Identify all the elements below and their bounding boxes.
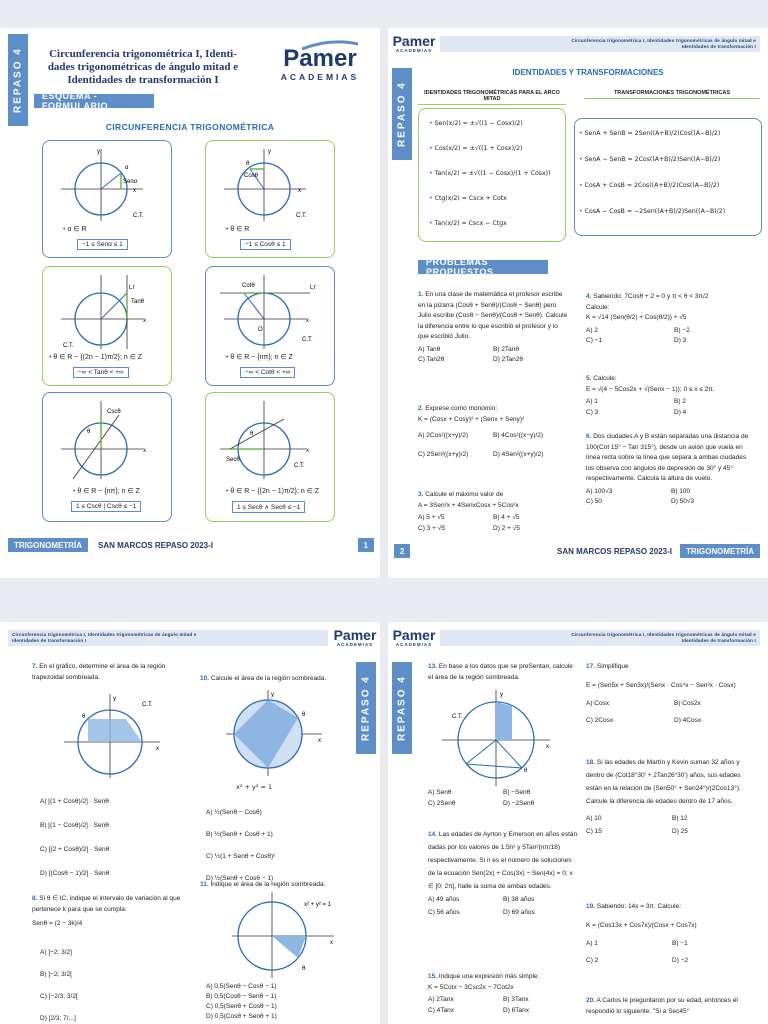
svg-text:x: x [298,188,301,194]
option[interactable]: D) 4Sen²((x+y)/2) [493,450,544,458]
section-heading: CIRCUNFERENCIA TRIGONOMÉTRICA [105,122,275,132]
option[interactable]: D) 3 [674,337,687,344]
svg-text:x: x [546,744,549,750]
formula-text: Sen(x/2) = ±√((1 − Cosx)/2) [434,120,523,127]
page-2 [388,28,768,578]
option[interactable]: B) 4 + √5 [493,514,520,521]
q-number: 14. [428,831,438,838]
q-text: Dos ciudades A y B están separadas una distancia de 100(Cot 15° − Tan 315°), desde un avión que vuela en línea recta sobre la línea que separa a ambas ciudades los observa con ángulos de depresión de 30° y 45° respectivamente. Calcula la altura de vuelo. [586,433,749,482]
brand-logo [270,42,370,82]
question-15 [428,972,578,1016]
q-number: 3. [418,491,424,498]
q-expr: K = √14 (Sen(θ/2) + Cos(θ/2)) + √5 [586,314,687,321]
range-box: −∞ < Cotθ < +∞ [240,367,295,378]
halfangle-box [418,108,566,242]
question-17 [586,662,762,726]
q-number: 18. [586,759,596,766]
condition: • θ ∈ R − {nπ}; n ∈ Z [73,488,140,495]
svg-text:y: y [500,692,503,698]
side-tab: REPASO 4 [8,34,28,126]
q-number: 8. [32,895,38,902]
option[interactable]: B) ½(Senθ + Cosθ + 1) [206,831,273,838]
option[interactable]: B) [(1 − Cosθ)/2] · Senθ [40,822,109,829]
svg-text:θ: θ [246,161,250,167]
range-box: −1 ≤ Cosθ ≤ 1 [240,239,291,250]
q-number: 1. [418,291,424,298]
header-line: Identidades de transformación I [681,638,756,643]
question-10 [200,674,350,685]
option[interactable]: D) 25 [672,828,688,835]
q-number: 15. [428,973,438,980]
svg-text:C.T.: C.T. [142,702,153,708]
option[interactable]: D) 4 [674,408,687,416]
fig-label: Secθ [226,457,240,463]
brand-sub: ACADEMIAS [280,72,360,82]
side-tab: REPASO 4 [392,68,412,160]
q10-figure [222,688,332,778]
option[interactable]: D) ½(Senθ + Cosθ − 1) [206,875,274,882]
q-expr: K = 5Cotx − 3Csc2x − 7Cot2x [428,983,514,991]
q-options [428,995,578,1016]
option[interactable]: B) 3Tanx [503,996,529,1003]
option[interactable]: A) 2 [586,326,598,334]
option[interactable]: C) 2Senθ [428,799,456,807]
question-4 [586,292,762,347]
svg-text:x: x [143,448,146,454]
svg-text:y: y [271,692,274,698]
q-number: 20. [586,997,596,1004]
question-5 [586,374,762,418]
unit-circle-figure [206,269,334,351]
formula-item: • SenA − SenB = 2Cos((A+B)/2)Sen((A−B)/2) [579,156,721,163]
q11-options [206,982,356,1022]
q-text: Sabiendo: 14x = 3π. Calcule: [596,903,682,910]
q-number: 5. [586,375,592,382]
formula-item: • Tan(x/2) = ±√((1 − Cosx)/(1 + Cosx)) [429,170,551,177]
svg-text:θ: θ [302,966,306,972]
page-number: 1 [358,538,374,552]
page-4 [388,622,768,1024]
option[interactable]: C) 2Cosx [586,716,614,724]
range-box: 1 ≤ Secθ ∧ Secθ ≤ −1 [232,501,305,513]
formula-box-cot [205,266,335,386]
question-8 [32,894,192,930]
footer-course: SAN MARCOS REPASO 2023-I [557,546,672,556]
svg-text:θ: θ [250,431,254,437]
brand-logo [392,628,436,647]
option[interactable]: A) Tanθ [418,345,441,353]
svg-text:C.T.: C.T. [294,463,305,469]
transform-box [574,118,762,236]
page-footer [394,544,760,558]
cond-text: α ∈ R [67,226,87,233]
q-text: Indique una expresión más simple: [438,973,540,980]
q-text: Calcule el máximo valor de [425,491,504,498]
option[interactable]: A) [(1 + Cosθ)/2] · Senθ [40,798,109,805]
cond-text: θ ∈ R − {nπ}; n ∈ Z [77,488,140,495]
option[interactable]: D) 4Cosx [674,716,702,724]
q-expr: Senθ = (2 − 3k)/4 [32,920,83,927]
q-options [418,431,568,460]
q-options [586,326,762,347]
option[interactable]: D) −2 [672,956,689,964]
brand-name: Pamer [283,45,357,72]
option[interactable]: B) 2 [674,398,686,405]
condition: • θ ∈ R − {nπ}; n ∈ Z [226,354,293,361]
svg-text:α: α [125,165,129,171]
option[interactable]: C) 3 + √5 [418,524,445,532]
brand-name: Pamer [333,627,377,643]
formula-text: SenA − SenB = 2Cos((A+B)/2)Sen((A−B)/2) [584,156,721,163]
header-line: Circunferencia trigonométrica I, Identidades trigonométricas de ángulo mitad e [571,632,756,637]
question-19 [586,902,758,966]
header-strip [440,36,760,52]
option[interactable]: C) 2Sen²((x+y)/2) [418,450,469,458]
svg-text:C.T.: C.T. [302,337,313,343]
header-strip [440,630,760,646]
q11-figure [228,890,358,980]
question-18 [586,756,758,838]
formula-text: CosA + CosB = 2Cos((A+B)/2)Cos((A−B)/2) [584,182,720,189]
formula-item: • Cos(x/2) = ±√((1 + Cosx)/2) [429,145,523,152]
option[interactable]: C) 15 [586,828,602,835]
q-number: 7. [32,663,38,670]
q-options [586,487,756,508]
question-1 [418,290,568,366]
q-options [586,397,762,418]
header-line: Identidades de transformación I [12,638,87,643]
title-line: Identidades de transformación I [67,74,219,86]
unit-circle-figure [43,143,171,223]
svg-text:C.T.: C.T. [296,213,307,219]
q-number: 4. [586,293,592,300]
option[interactable]: D) [2/3; 7/...] [40,1015,76,1022]
swoosh-icon [300,40,360,50]
condition: • θ ∈ R − {(2n − 1)π/2}; n ∈ Z [49,354,143,361]
formula-text: Ctg(x/2) = Cscx + Cotx [434,195,507,202]
q-text: Si las edades de Martín y Kevin suman 32 años y dentro de (Cot18°30' + 2Tan26°30') años, sus edades están en la relación de (Sen50° + Sen24°)/(2Cos13°). Calcule la diferencia de edades dentro de 17 años. [586,759,741,805]
question-6 [586,432,756,508]
option[interactable]: B) Cos2x [674,700,701,707]
q-text: A Carlos le preguntaron por su edad, entonces él respondió lo siguiente: "Si a Sec45° [586,997,738,1015]
q-options [428,893,578,919]
fig-label: Tanθ [131,299,145,305]
formula-item: • Ctg(x/2) = Cscx + Cotx [429,195,507,202]
svg-text:x: x [330,940,333,946]
cond-text: θ ∈ R − {nπ}; n ∈ Z [230,354,293,361]
q-text: Calcule el área de la región sombreada. [210,675,327,682]
footer-course: SAN MARCOS REPASO 2023-I [98,540,213,550]
q-number: 10. [200,675,210,682]
page-footer [8,538,374,552]
unit-circle-figure [43,269,171,351]
unit-circle-figure [43,395,171,483]
q-expr: K = (Cosx + Cosy)² + (Senx + Seny)² [418,415,525,423]
formula-box-tan [42,266,172,386]
q-expr: A = 3Sen²x + 4SenxCosx + 5Cos²x [418,501,519,509]
question-20 [586,996,758,1017]
q-text: Calcule: [593,375,617,382]
svg-text:x: x [156,746,159,752]
option[interactable]: A) 2Tanx [428,996,454,1003]
brand-logo [392,34,436,53]
fig-label: Cotθ [242,283,255,289]
cond-text: θ ∈ R − {(2n − 1)π/2}; n ∈ Z [53,354,143,361]
svg-text:θ: θ [87,429,91,435]
option[interactable]: C) ]−2/3; 3/2[ [40,993,78,1000]
svg-text:x: x [306,448,309,454]
brand-name: Pamer [392,33,436,49]
fig-label: Senα [123,179,138,185]
range-box: 1 ≤ Cscθ | Cscθ ≤ −1 [71,501,141,512]
svg-text:Lᴛ: Lᴛ [310,285,317,291]
brand-logo [332,628,378,647]
option[interactable]: B) 4Cos²((x−y)/2) [493,432,544,439]
problems-bar: PROBLEMAS PROPUESTOS [418,260,548,274]
cond-text: θ ∈ R − {(2n − 1)π/2}; n ∈ Z [230,488,320,495]
q-number: 19. [586,903,596,910]
option[interactable]: A) 10 [586,815,602,822]
option[interactable]: A) 1 [586,398,598,405]
option[interactable]: C) 50 [586,498,602,505]
header-line: Circunferencia trigonométrica I, Identidades trigonométricas de ángulo mitad e [12,632,197,637]
page-3 [0,622,380,1024]
option[interactable]: B) 2Tanθ [493,345,520,353]
brand-sub: ACADEMIAS [395,642,433,647]
option[interactable]: C) 56 años [428,909,460,916]
unit-circle-figure [206,395,334,483]
q-options [418,513,568,534]
svg-text:x: x [306,318,309,324]
option[interactable]: B) −1 [672,940,688,947]
q-number: 11. [200,881,209,888]
formula-text: Tan(x/2) = Cscx − Ctgx [434,220,507,227]
formula-text: CosA − CosB = −2Sen((A+B)/2)Sen((A−B)/2) [584,208,726,215]
condition: • θ ∈ R − {(2n − 1)π/2}; n ∈ Z [226,488,320,495]
formula-box-csc [42,392,172,522]
svg-text:x: x [133,188,136,194]
question-13 [428,662,578,683]
option[interactable]: C) 0,5(Senθ + Cosθ − 1) [206,1003,277,1010]
svg-text:y: y [113,696,116,702]
formula-text: SenA + SenB = 2Sen((A+B)/2)Cos((A−B)/2) [584,130,721,137]
option[interactable]: C) ½(1 + Senθ + Cosθ)² [206,853,276,860]
footer-subject: TRIGONOMETRÍA [680,544,760,558]
q-text: En el gráfico, determine el área de la región trapezoidal sombreada. [32,663,166,681]
question-14 [428,828,578,919]
circle-equation: x² + y² = 1 [304,902,332,908]
formula-item: • Tan(x/2) = Cscx − Ctgx [429,220,507,227]
formula-item: • Sen(x/2) = ±√((1 − Cosx)/2) [429,120,523,127]
q13-options [428,788,578,809]
q-number: 6. [586,433,592,440]
q-text: Si θ ∈ IC, indique el intervalo de variación al que pertenece k para que se cumpla: [32,895,181,913]
q-sub: Calcule: [586,303,610,311]
range-box: −∞ < Tanθ < +∞ [73,367,129,378]
option[interactable]: A) 0,5(Senθ − Cosθ − 1) [206,983,277,990]
formula-item: • CosA + CosB = 2Cos((A+B)/2)Cos((A−B)/2) [579,182,720,189]
svg-text:y: y [97,149,100,155]
option[interactable]: D) 50√3 [671,498,695,505]
option[interactable]: C) [(2 + Cosθ)/2] · Senθ [40,846,110,853]
option[interactable]: D) 69 años [503,909,535,916]
title-line: Circunferencia trigonométrica I, Identi- [49,48,237,60]
option[interactable]: D) [(Cosθ − 1)/2] · Senθ [40,870,110,877]
option[interactable]: B) 100 [671,487,691,495]
option[interactable]: D) −2Senθ [503,799,535,807]
q7-options [40,790,180,886]
q-options [418,345,568,366]
q-text: Sabiendo: 7Cosθ + 2 = 0 y π < θ < 3π/2 [593,293,709,300]
q-number: 2. [418,405,424,412]
option[interactable]: D) 0,5(Cosθ + Senθ + 1) [206,1013,277,1020]
q-text: Simplifique [596,663,629,670]
option[interactable]: B) 0,5(Cosθ − Senθ − 1) [206,993,277,1000]
side-tab: REPASO 4 [392,662,412,754]
option[interactable]: A) ½(Senθ − Cosθ) [206,809,262,816]
fig-label: Cscθ [107,409,121,415]
option[interactable]: B) 38 años [503,896,535,903]
side-tab: REPASO 4 [356,662,376,754]
option[interactable]: A) 2Cos²((x+y)/2) [418,432,469,439]
page-1 [0,28,380,578]
option[interactable]: C) 4Tanx [428,1006,455,1014]
question-11 [200,880,360,891]
section-bar: ESQUEMA - FORMULARIO [34,94,154,108]
condition: • θ ∈ R [226,226,250,233]
svg-text:C.T.: C.T. [452,714,463,720]
q7-figure [60,692,170,780]
q-text: Exprese como monomio: [425,405,498,412]
q-text: En una clase de matemática el profesor escribe en la pizarra (Cosθ + Senθ)/(Cosθ − Senθ) pero Julio escribe (Cosθ − Senθ)/(Cosθ + Senθ). Calcule la diferencia entre lo que escribió el profesor y lo que escribió Julio. [418,291,568,340]
q-number: 17. [586,663,596,670]
range-box: −1 ≤ Senα ≤ 1 [77,239,128,250]
formula-text: Cos(x/2) = ±√((1 + Cosx)/2) [434,145,523,152]
circle-equation: x² + y² = 1 [236,783,273,791]
option[interactable]: C) 2 [586,956,599,964]
q8-options [40,942,180,1024]
condition: • α ∈ R [63,226,87,233]
title-line: dades trigonométricas de ángulo mitad e [47,61,239,73]
option[interactable]: C) Tan2θ [418,356,445,363]
svg-text:x: x [143,318,146,324]
svg-text:θ: θ [82,714,86,720]
q-options [586,812,758,838]
q-expr: E = √(4 − 5Cos2x + √(Senx − 1)); 0 ≤ x ≤ 2π. [586,385,715,393]
option[interactable]: A) Senθ [428,789,452,796]
option[interactable]: C) 3 [586,408,599,416]
q-number: 13. [428,663,438,670]
fig-label: Cosθ [244,173,259,179]
option[interactable]: B) ]−2; 3/2[ [40,971,72,978]
option[interactable]: A) 100√3 [586,487,613,495]
formula-box-cos [205,140,335,258]
col-title-transform: TRANSFORMACIONES TRIGONOMÉTRICAS [584,90,760,99]
header-line: Identidades de transformación I [681,44,756,49]
header-line: Circunferencia trigonométrica I, Identidades trigonométricas de ángulo mitad e [571,38,756,43]
q-text: Indique el área de la región sombreada: [210,881,326,888]
option[interactable]: D) 6Tanx [503,1006,530,1014]
formula-box-sec [205,392,335,522]
col-title-halfangle: IDENTIDADES TRIGONOMÉTRICAS PARA EL ARCO MITAD [418,90,566,105]
formula-text: Tan(x/2) = ±√((1 − Cosx)/(1 + Cosx)) [434,170,551,177]
section-heading: IDENTIDADES Y TRANSFORMACIONES [512,68,664,77]
brand-name: Pamer [392,627,436,643]
svg-text:θ: θ [302,712,306,718]
q-text: Las edades de Ayrton y Emerson en años están dadas por los valores de 1.5n² y 5Tan²(nπ/18) respectivamente. Si n es el número de soluciones de la ecuación Sen(2x) + Cos(3x) − Sen(4x) = 0; x ∈ [0; 2π], halle la suma de ambas edades. [428,831,578,890]
svg-text:C.T.: C.T. [133,213,144,219]
question-2 [418,404,568,460]
q-options [428,788,578,809]
option[interactable]: B) 12 [672,815,688,822]
option[interactable]: C) −1 [586,337,603,344]
svg-text:O: O [258,327,263,333]
q-options [586,699,762,726]
header-strip [8,630,328,646]
unit-circle-figure [206,143,334,223]
option[interactable]: D) 2Tan2θ [493,356,523,363]
q13-figure [438,688,558,788]
question-7 [32,662,192,683]
option[interactable]: A) 1 [586,940,598,947]
option[interactable]: A) 5 + √5 [418,514,445,521]
cond-text: θ ∈ R [230,226,250,233]
svg-text:x: x [318,738,321,744]
svg-text:y: y [268,149,271,155]
formula-box-sin [42,140,172,258]
brand-sub: ACADEMIAS [336,642,374,647]
q-options [586,939,758,966]
question-3 [418,490,568,534]
option[interactable]: A) Cosx [586,700,610,707]
option[interactable]: A) ]−2; 3/2] [40,949,72,956]
option[interactable]: B) −Senθ [503,789,531,796]
svg-text:C.T.: C.T. [63,343,74,349]
q-text: En base a los datos que se preSentan, calcule el área de la región sombreada. [428,663,573,681]
svg-text:θ: θ [524,768,528,774]
formula-item: • SenA + SenB = 2Sen((A+B)/2)Cos((A−B)/2) [579,130,721,137]
q-expr: E = (Sen5x + Sen3x)/(Senx · Cos⁴x − Sen³x · Cosx) [586,681,736,689]
brand-sub: ACADEMIAS [395,48,433,53]
option[interactable]: B) −2 [674,326,690,334]
q10-options [206,802,356,890]
option[interactable]: D) 2 + √5 [493,524,520,532]
option[interactable]: A) 49 años [428,896,460,903]
page-title [34,48,252,87]
footer-subject: TRIGONOMETRÍA [8,538,88,552]
svg-text:Lᴛ: Lᴛ [129,285,136,291]
q-expr: K = (Cos13x + Cos7x)/(Cosx + Cos7x) [586,921,697,929]
page-number: 2 [394,544,410,558]
formula-item: • CosA − CosB = −2Sen((A+B)/2)Sen((A−B)/2) [579,208,726,215]
